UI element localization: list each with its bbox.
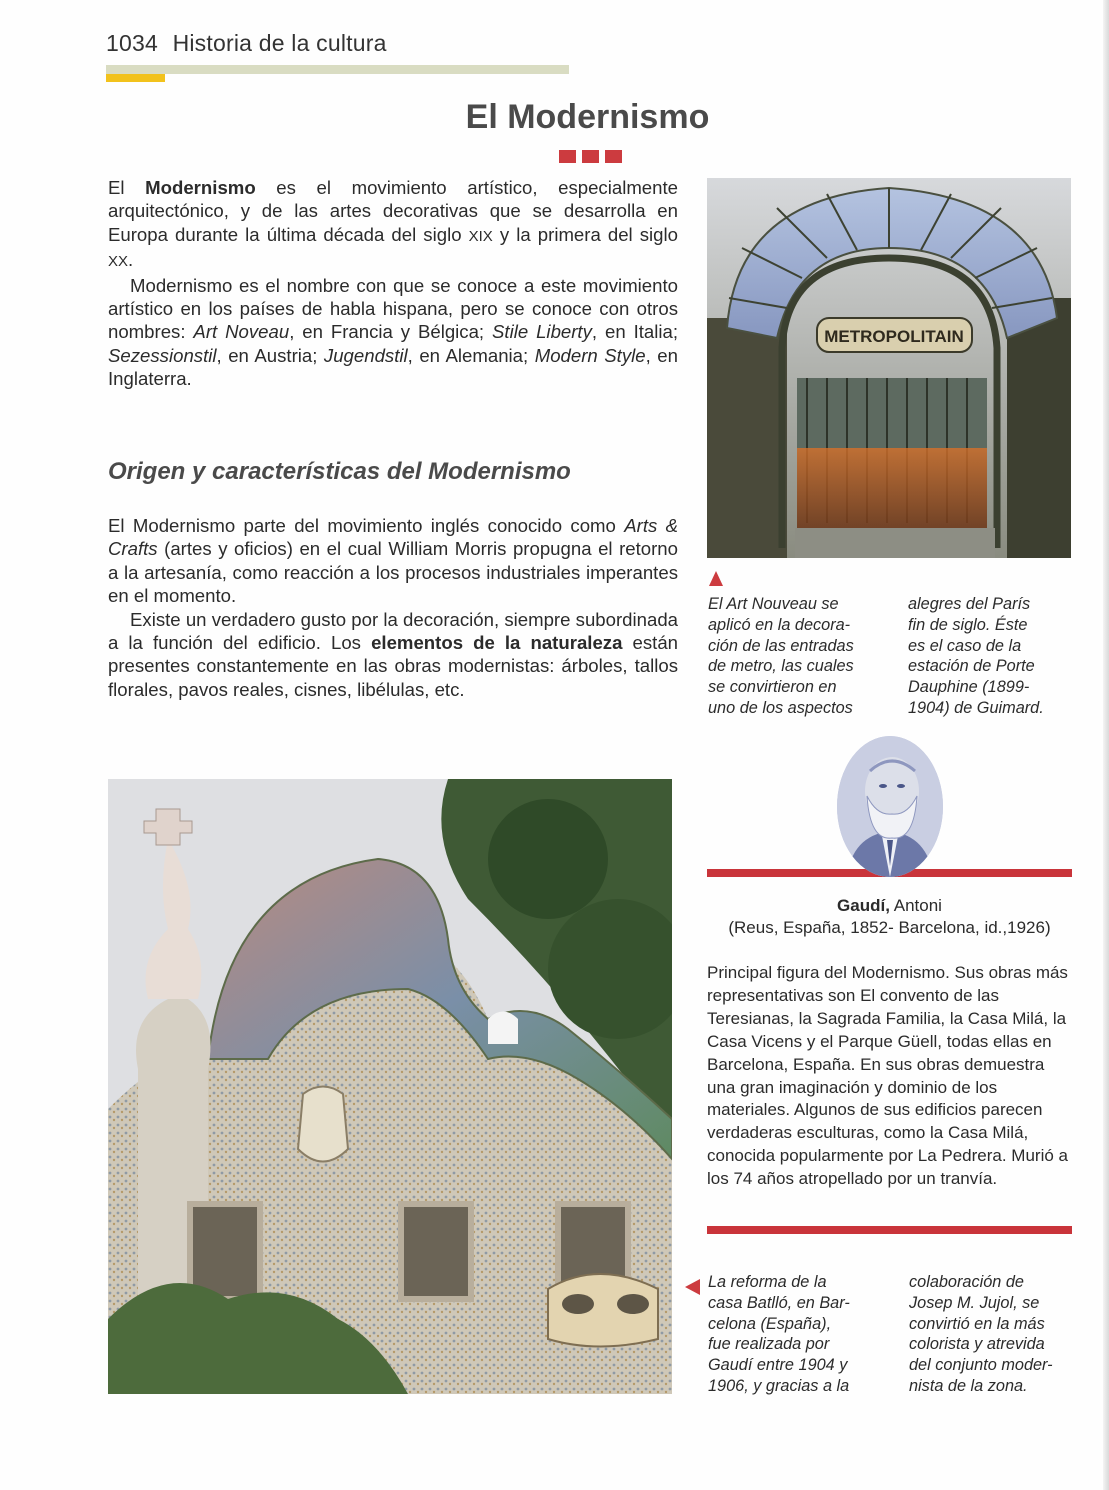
text-run: Modernismo es el nombre con que se conoce a este movimiento artístico en los países de habla hispana, pero se conoce con otros nombres:: [108, 274, 678, 343]
bio-dates: (Reus, España, 1852- Barcelona, id.,1926): [728, 918, 1051, 937]
caption-line: se convirtieron en: [708, 678, 837, 697]
ornament-square: [605, 150, 622, 163]
window: [190, 1204, 260, 1299]
caption-line: Josep M. Jujol, se: [909, 1293, 1040, 1312]
gaudi-portrait: [837, 736, 943, 877]
caption-line: convirtió en la más: [909, 1314, 1045, 1333]
text-run: (artes y oficios) en el cual William Morris propugna el retorno a la artesanía, como reacción a los procesos industriales imperantes en el momento.: [108, 538, 678, 607]
metro-entrance-photo: [707, 178, 1071, 558]
portrait-illustration: [837, 736, 943, 877]
bold-term: elementos de la naturaleza: [371, 632, 623, 654]
caption-line: fue realizada por: [708, 1335, 830, 1354]
text-run: y la primera del siglo: [492, 223, 678, 245]
intro-text: [108, 176, 678, 391]
text-run: están presentes constantemente en las obras modernistas: árboles, tallos florales, pavos reales, cisnes, libélulas, etc.: [108, 632, 678, 700]
text-run: , en Francia y Bélgica;: [289, 321, 493, 343]
caption-line: 1906, y gracias a la: [708, 1376, 850, 1395]
caption-line: Gaudí entre 1904 y: [708, 1356, 848, 1375]
section-paragraph-2: [108, 608, 678, 702]
century-numeral: XIX: [468, 227, 493, 245]
caption-line: de metro, las cuales: [708, 657, 854, 676]
metro-caption-col-2: [908, 594, 1073, 719]
page-number: 1034: [106, 30, 158, 56]
caption-line: aplicó en la decora-: [708, 615, 851, 634]
caption-line: ción de las entradas: [708, 636, 854, 655]
page-edge-shadow: [1103, 0, 1109, 1490]
casa-batllo-illustration: [108, 779, 672, 1394]
italic-term: Art Noveau: [193, 321, 290, 343]
bold-term: Modernismo: [145, 177, 256, 198]
intro-paragraph-1: [108, 176, 678, 274]
text-run: El Modernismo parte del movimiento inglés conocido como: [108, 515, 625, 536]
intro-paragraph-2: [108, 274, 678, 391]
running-title: Historia de la cultura: [172, 30, 387, 56]
caption-line: La reforma de la: [708, 1273, 827, 1291]
text-run: es el movimiento artístico, especialmente arquitectónico, y de las artes decorativas que se desarrolla en Europa durante la última década del siglo: [108, 177, 679, 245]
italic-term: Modern Style: [534, 344, 646, 366]
section-paragraph-1: [108, 514, 678, 608]
caption-line: es el caso de la: [908, 636, 1022, 655]
bio-text: Principal figura del Modernismo. Sus obras más representativas son El convento de las Teresianas, la Sagrada Familia, la Casa Milá, la Casa Vicens y el Parque Güell, todas ellas en Barcelona, España. En sus obras demuestra una gran imaginación y dominio de los materiales. Algunos de sus edificios parecen verdaderas esculturas, como la Casa Milá, conocida popularmente por La Pedrera. Murió a los 74 años atropellado por un tranvía.: [707, 963, 1068, 1189]
text-run: , en Inglaterra.: [108, 344, 678, 390]
ornament-square: [559, 150, 576, 163]
text-run: El: [108, 177, 146, 198]
running-header: [106, 30, 387, 57]
caption-line: alegres del París: [908, 595, 1031, 613]
metro-illustration: [707, 178, 1071, 558]
text-run: , en Austria;: [216, 344, 324, 366]
header-rule: [106, 65, 569, 74]
sign-lettering: METROPOLITAIN: [824, 327, 964, 346]
bio-bottom-rule: [707, 1226, 1072, 1234]
caption-line: casa Batlló, en Bar-: [708, 1293, 850, 1312]
century-numeral: XX: [108, 253, 129, 271]
text-run: Existe un verdadero gusto por la decoración, siempre subordinada a la función del edificio. Los: [108, 608, 678, 654]
caption-line: 1904) de Guimard.: [908, 698, 1044, 717]
header-rule-accent: [106, 74, 165, 82]
caption-line: colorista y atrevida: [909, 1335, 1045, 1354]
window: [401, 1204, 471, 1299]
text-run: .: [128, 249, 134, 271]
caption-line: El Art Nouveau se: [708, 595, 839, 613]
italic-term: Arts & Crafts: [108, 515, 679, 560]
bio-name: [707, 896, 1072, 916]
caption-line: fin de siglo. Éste: [908, 615, 1028, 634]
caption-line: colaboración de: [909, 1273, 1024, 1291]
caption-line: nista de la zona.: [909, 1376, 1028, 1395]
caption-line: celona (España),: [708, 1314, 832, 1333]
text-run: , en Italia;: [591, 321, 679, 343]
bio-given-name: Antoni: [889, 896, 942, 915]
caption-line: del conjunto moder-: [909, 1356, 1053, 1375]
caption-line: uno de los aspectos: [708, 698, 853, 717]
title-ornament: [559, 150, 622, 163]
section-heading: Origen y características del Modernismo: [108, 458, 571, 485]
metro-caption-col-1: [708, 594, 883, 719]
page-title: El Modernismo: [465, 98, 710, 136]
casa-batllo-photo: [108, 779, 672, 1394]
caption-pointer-left-icon: [685, 1279, 700, 1295]
caption-line: Dauphine (1899-: [908, 678, 1030, 697]
italic-term: Jugendstil: [323, 344, 408, 366]
casa-caption-col-1: [708, 1272, 883, 1397]
italic-term: Sezessionstil: [108, 344, 217, 366]
caption-pointer-up-icon: [709, 571, 723, 586]
ornament-square: [582, 150, 599, 163]
caption-line: estación de Porte: [908, 657, 1035, 676]
casa-caption-col-2: [909, 1272, 1074, 1397]
bio-surname: Gaudí,: [837, 896, 890, 915]
section-text: [108, 514, 678, 701]
text-run: , en Alemania;: [407, 344, 535, 366]
italic-term: Stile Liberty: [492, 321, 592, 343]
